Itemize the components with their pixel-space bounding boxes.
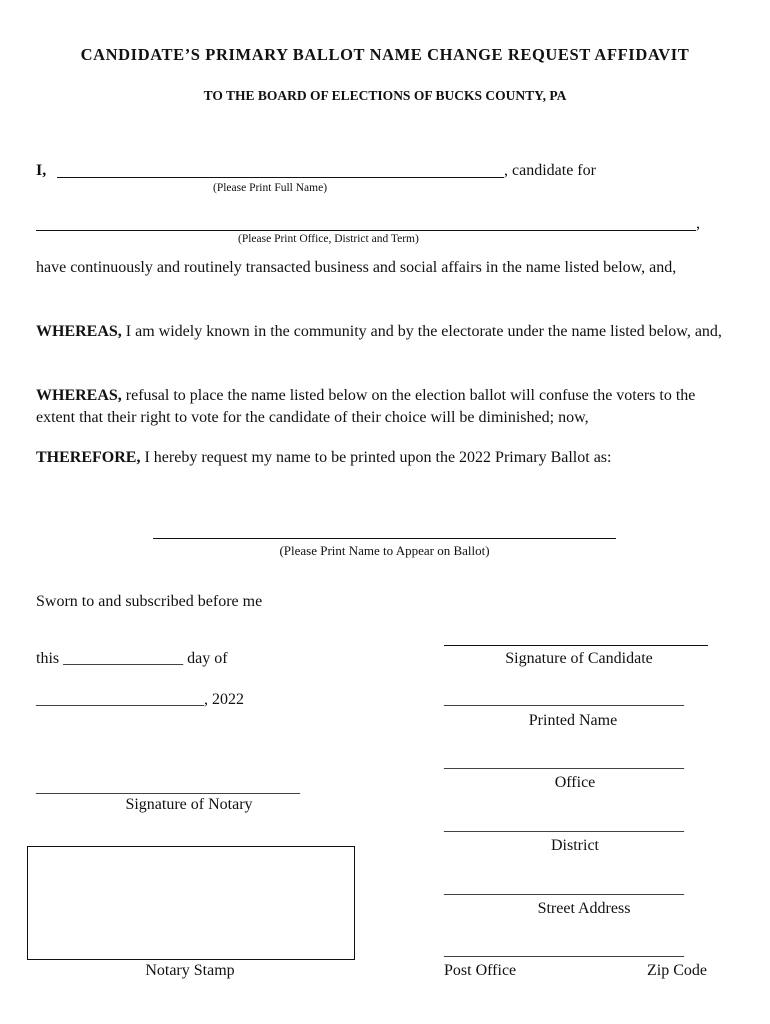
full-name-line[interactable] <box>57 177 504 178</box>
post-office-zip-line[interactable]: ______________________________ <box>444 942 684 959</box>
signature-of-candidate-label: Signature of Candidate <box>505 650 653 667</box>
this-label: this <box>36 650 60 667</box>
ballot-name-line[interactable] <box>153 538 616 539</box>
notary-stamp-box <box>27 846 355 960</box>
sworn-text: Sworn to and subscribed before me <box>36 593 263 610</box>
day-blank[interactable]: _______________ <box>63 650 184 667</box>
notary-stamp-label: Notary Stamp <box>145 962 235 979</box>
candidate-for-label: , candidate for <box>504 162 596 179</box>
notary-signature-label: Signature of Notary <box>125 796 253 813</box>
whereas-lead-1: WHEREAS, <box>36 323 122 340</box>
paragraph-whereas-known <box>36 321 736 343</box>
street-address-label: Street Address <box>537 900 631 917</box>
day-of-label: day of <box>187 650 228 667</box>
whereas-text-1: I am widely known in the community and by the electorate under the name listed below, and, <box>121 323 722 340</box>
paragraph-whereas-refusal <box>36 385 726 429</box>
printed-name-label: Printed Name <box>528 712 618 729</box>
candidate-signature-line[interactable] <box>444 645 708 646</box>
therefore-text: I hereby request my name to be printed upon the 2022 Primary Ballot as: <box>140 449 612 466</box>
office-district-term-line[interactable] <box>36 230 696 231</box>
zip-code-label: Zip Code <box>647 962 707 979</box>
date-row <box>36 691 244 709</box>
office-label: Office <box>554 774 596 791</box>
ballot-name-hint: (Please Print Name to Appear on Ballot) <box>279 543 490 558</box>
year-label: , 2022 <box>204 691 244 708</box>
printed-name-line[interactable]: ______________________________ <box>444 691 684 708</box>
this-day-row <box>36 650 228 668</box>
office-hint: (Please Print Office, District and Term) <box>238 233 419 245</box>
whereas-text-2: refusal to place the name listed below on the election ballot will confuse the voters to the extent that their right to vote for the candidate of their choice will be diminished; now, <box>36 387 696 426</box>
district-line[interactable]: ______________________________ <box>444 817 684 834</box>
full-name-hint: (Please Print Full Name) <box>213 182 328 194</box>
office-line-comma: , <box>696 215 700 232</box>
paragraph-transacted-text: have continuously and routinely transacted business and social affairs in the name listed below, and, <box>36 259 677 276</box>
therefore-lead: THEREFORE, <box>36 449 141 466</box>
form-title: CANDIDATE’S PRIMARY BALLOT NAME CHANGE REQUEST AFFIDAVIT <box>80 45 690 64</box>
form-subtitle: TO THE BOARD OF ELECTIONS OF BUCKS COUNTY, PA <box>203 88 567 103</box>
paragraph-transacted <box>36 255 736 281</box>
paragraph-therefore <box>36 447 736 469</box>
whereas-lead-2: WHEREAS, <box>36 387 122 404</box>
district-label: District <box>551 837 599 854</box>
month-blank[interactable]: _____________________ <box>36 691 204 708</box>
post-office-label: Post Office <box>444 962 517 979</box>
notary-signature-line[interactable]: _________________________________ <box>36 779 300 796</box>
street-address-line[interactable]: ______________________________ <box>444 880 684 897</box>
office-line[interactable]: ______________________________ <box>444 754 684 771</box>
i-label: I, <box>36 162 47 179</box>
